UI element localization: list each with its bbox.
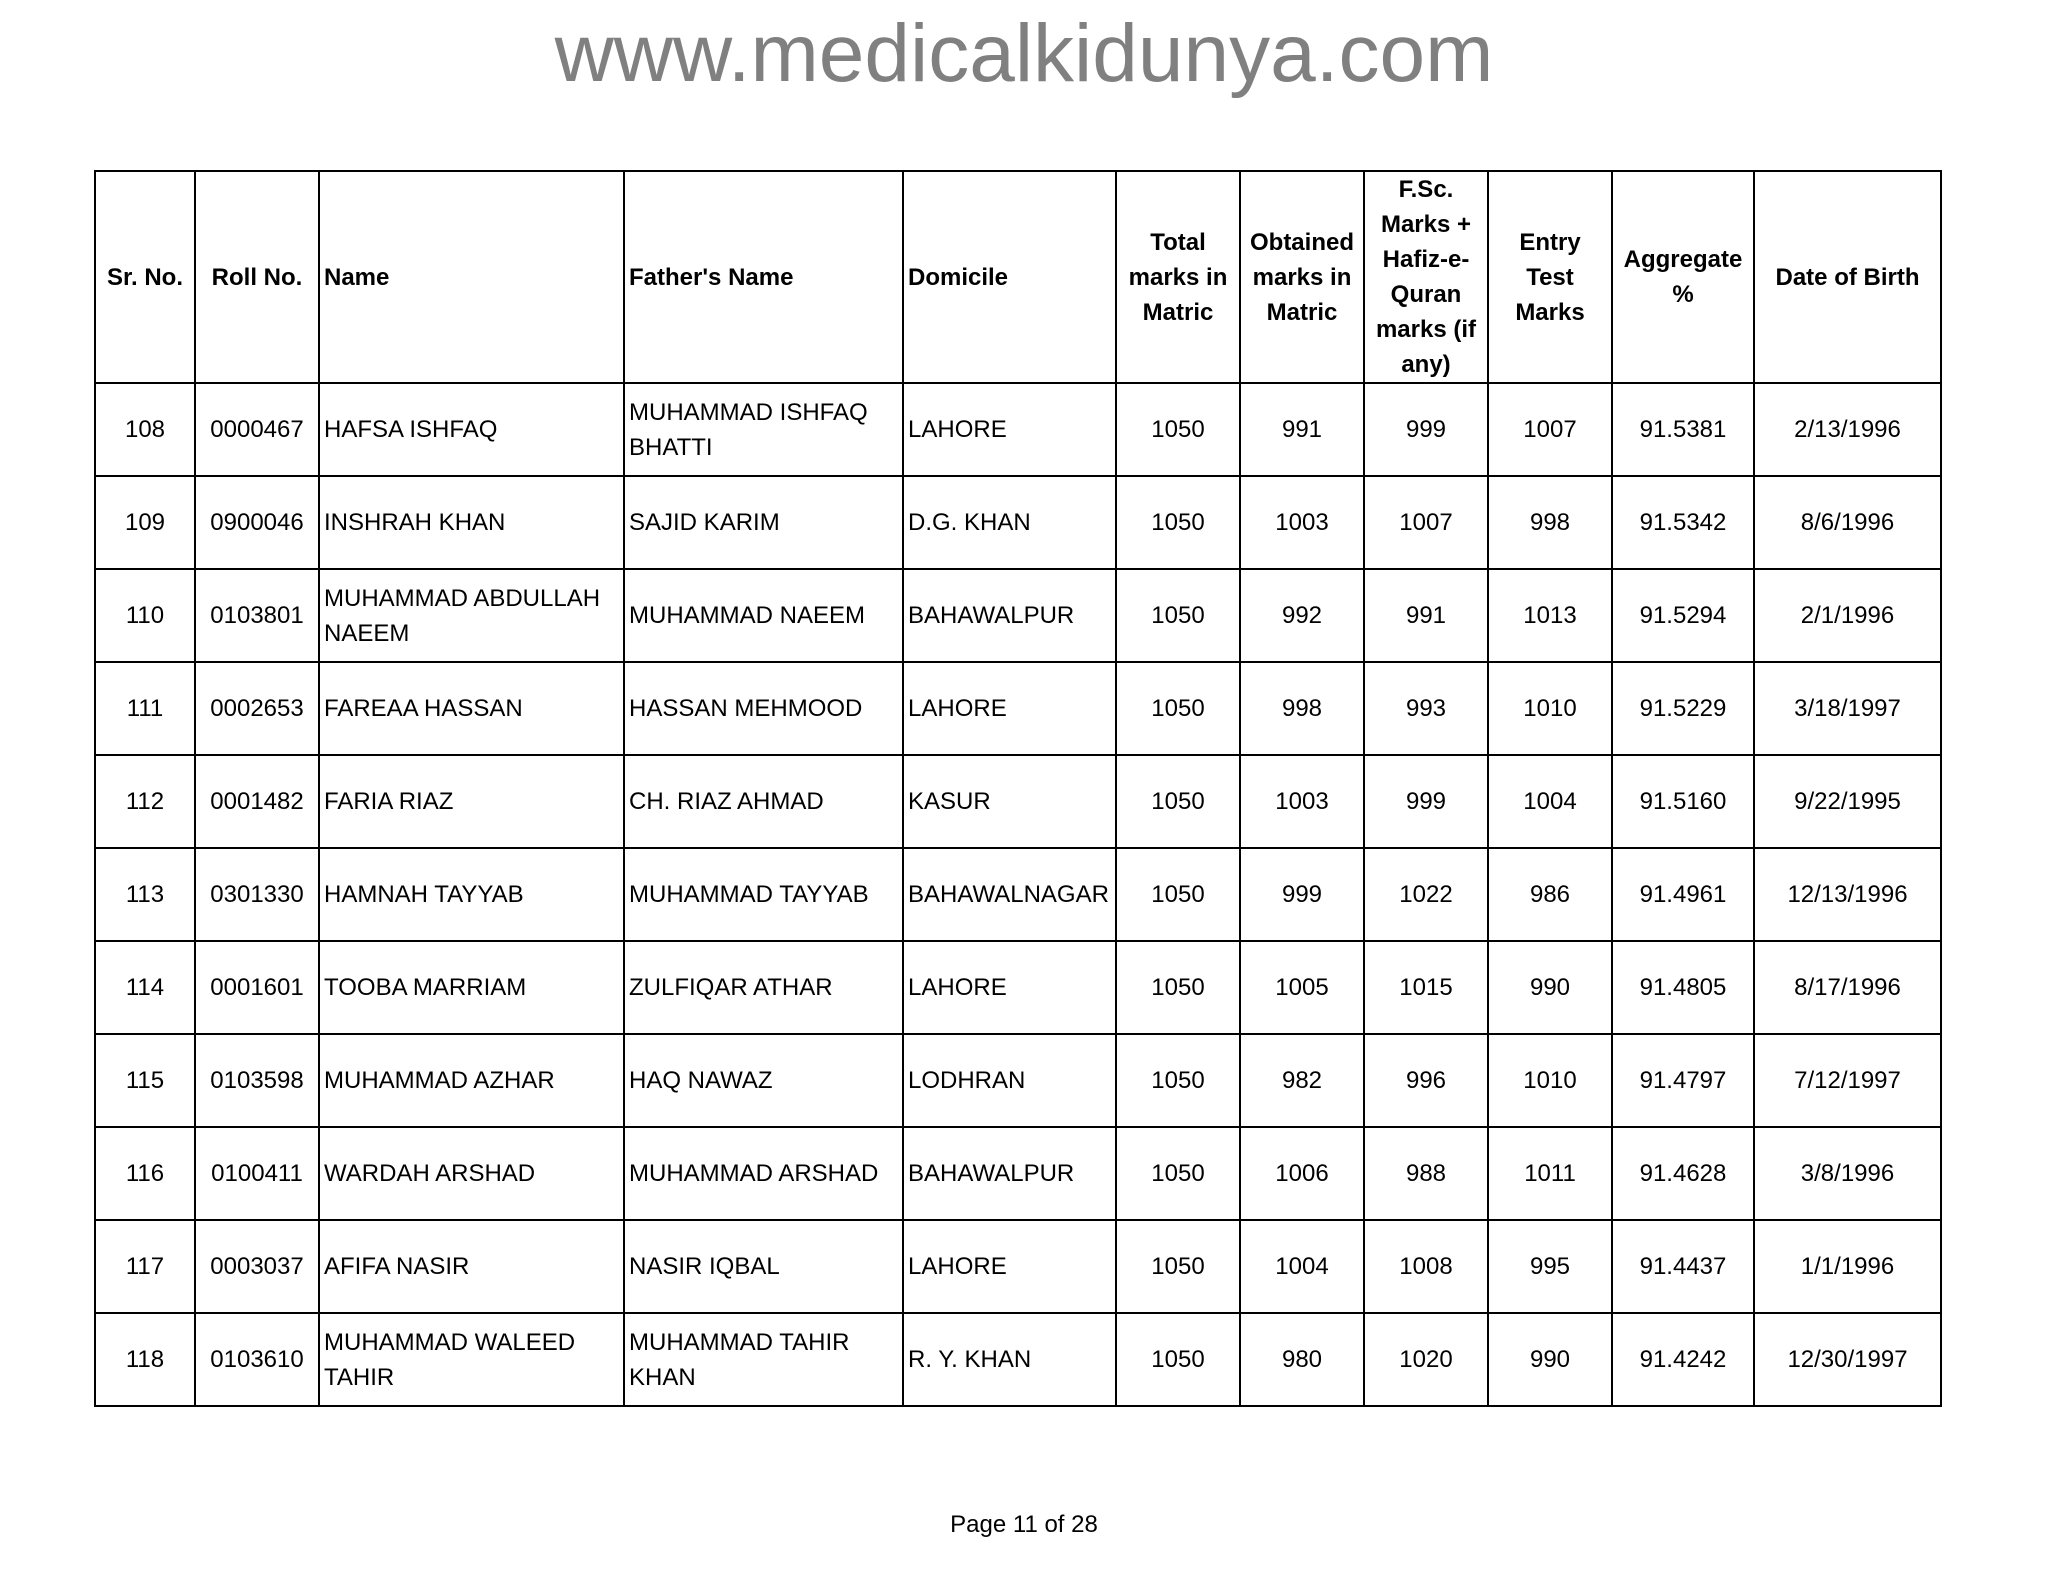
cell-aggregate: 91.4797 (1612, 1034, 1754, 1127)
cell-date-of-birth: 3/8/1996 (1754, 1127, 1941, 1220)
cell-name: AFIFA NASIR (319, 1220, 624, 1313)
cell-domicile: LAHORE (903, 383, 1116, 476)
cell-name: INSHRAH KHAN (319, 476, 624, 569)
cell-entry-test: 986 (1488, 848, 1612, 941)
cell-roll-no: 0001601 (195, 941, 319, 1034)
table-row (95, 476, 1941, 569)
cell-total-matric: 1050 (1116, 662, 1240, 755)
header-sr-no: Sr. No. (95, 171, 195, 383)
cell-aggregate: 91.4961 (1612, 848, 1754, 941)
cell-date-of-birth: 9/22/1995 (1754, 755, 1941, 848)
cell-obtained-matric: 980 (1240, 1313, 1364, 1406)
cell-name: FAREAA HASSAN (319, 662, 624, 755)
cell-roll-no: 0000467 (195, 383, 319, 476)
cell-date-of-birth: 7/12/1997 (1754, 1034, 1941, 1127)
cell-aggregate: 91.5381 (1612, 383, 1754, 476)
cell-fsc-hafiz: 999 (1364, 755, 1488, 848)
cell-sr-no: 110 (95, 569, 195, 662)
cell-entry-test: 1007 (1488, 383, 1612, 476)
cell-total-matric: 1050 (1116, 848, 1240, 941)
table-row (95, 1127, 1941, 1220)
cell-obtained-matric: 1006 (1240, 1127, 1364, 1220)
cell-date-of-birth: 8/6/1996 (1754, 476, 1941, 569)
cell-entry-test: 1011 (1488, 1127, 1612, 1220)
table-row (95, 1313, 1941, 1406)
cell-date-of-birth: 12/13/1996 (1754, 848, 1941, 941)
cell-father-name: MUHAMMAD TAHIR KHAN (624, 1313, 903, 1406)
cell-total-matric: 1050 (1116, 383, 1240, 476)
header-father-name: Father's Name (624, 171, 903, 383)
cell-roll-no: 0103598 (195, 1034, 319, 1127)
cell-sr-no: 118 (95, 1313, 195, 1406)
cell-name: FARIA RIAZ (319, 755, 624, 848)
header-domicile: Domicile (903, 171, 1116, 383)
cell-entry-test: 1010 (1488, 1034, 1612, 1127)
cell-entry-test: 1004 (1488, 755, 1612, 848)
cell-father-name: HAQ NAWAZ (624, 1034, 903, 1127)
cell-total-matric: 1050 (1116, 1034, 1240, 1127)
cell-date-of-birth: 3/18/1997 (1754, 662, 1941, 755)
cell-aggregate: 91.5342 (1612, 476, 1754, 569)
cell-sr-no: 117 (95, 1220, 195, 1313)
cell-fsc-hafiz: 1015 (1364, 941, 1488, 1034)
cell-domicile: D.G. KHAN (903, 476, 1116, 569)
cell-sr-no: 112 (95, 755, 195, 848)
cell-father-name: MUHAMMAD NAEEM (624, 569, 903, 662)
cell-domicile: BAHAWALNAGAR (903, 848, 1116, 941)
cell-aggregate: 91.4242 (1612, 1313, 1754, 1406)
header-entry-test: Entry Test Marks (1488, 171, 1612, 383)
cell-sr-no: 114 (95, 941, 195, 1034)
cell-roll-no: 0001482 (195, 755, 319, 848)
cell-roll-no: 0002653 (195, 662, 319, 755)
cell-roll-no: 0003037 (195, 1220, 319, 1313)
cell-sr-no: 116 (95, 1127, 195, 1220)
cell-name: TOOBA MARRIAM (319, 941, 624, 1034)
merit-list-table (94, 170, 1942, 1407)
cell-father-name: ZULFIQAR ATHAR (624, 941, 903, 1034)
cell-roll-no: 0301330 (195, 848, 319, 941)
cell-father-name: SAJID KARIM (624, 476, 903, 569)
cell-sr-no: 113 (95, 848, 195, 941)
cell-fsc-hafiz: 1020 (1364, 1313, 1488, 1406)
cell-entry-test: 990 (1488, 941, 1612, 1034)
cell-sr-no: 111 (95, 662, 195, 755)
cell-father-name: NASIR IQBAL (624, 1220, 903, 1313)
cell-total-matric: 1050 (1116, 1313, 1240, 1406)
table-row (95, 383, 1941, 476)
cell-sr-no: 108 (95, 383, 195, 476)
cell-fsc-hafiz: 996 (1364, 1034, 1488, 1127)
cell-obtained-matric: 1004 (1240, 1220, 1364, 1313)
cell-entry-test: 995 (1488, 1220, 1612, 1313)
cell-father-name: MUHAMMAD ARSHAD (624, 1127, 903, 1220)
cell-name: MUHAMMAD ABDULLAH NAEEM (319, 569, 624, 662)
cell-father-name: MUHAMMAD TAYYAB (624, 848, 903, 941)
cell-roll-no: 0103801 (195, 569, 319, 662)
cell-entry-test: 998 (1488, 476, 1612, 569)
website-watermark: www.medicalkidunya.com (554, 8, 1494, 99)
header-roll-no: Roll No. (195, 171, 319, 383)
table-row (95, 941, 1941, 1034)
cell-obtained-matric: 982 (1240, 1034, 1364, 1127)
cell-aggregate: 91.4437 (1612, 1220, 1754, 1313)
cell-sr-no: 115 (95, 1034, 195, 1127)
cell-total-matric: 1050 (1116, 569, 1240, 662)
cell-domicile: BAHAWALPUR (903, 1127, 1116, 1220)
cell-name: HAMNAH TAYYAB (319, 848, 624, 941)
cell-total-matric: 1050 (1116, 1127, 1240, 1220)
header-row (95, 171, 1941, 383)
cell-obtained-matric: 999 (1240, 848, 1364, 941)
cell-total-matric: 1050 (1116, 476, 1240, 569)
cell-obtained-matric: 1005 (1240, 941, 1364, 1034)
header-fsc-hafiz: F.Sc. Marks + Hafiz-e-Quran marks (if any) (1364, 171, 1488, 383)
cell-date-of-birth: 2/1/1996 (1754, 569, 1941, 662)
table-row (95, 662, 1941, 755)
header-date-of-birth: Date of Birth (1754, 171, 1941, 383)
cell-domicile: KASUR (903, 755, 1116, 848)
table-row (95, 569, 1941, 662)
cell-date-of-birth: 8/17/1996 (1754, 941, 1941, 1034)
cell-roll-no: 0100411 (195, 1127, 319, 1220)
cell-roll-no: 0103610 (195, 1313, 319, 1406)
header-total-matric: Total marks in Matric (1116, 171, 1240, 383)
cell-fsc-hafiz: 993 (1364, 662, 1488, 755)
cell-entry-test: 1013 (1488, 569, 1612, 662)
cell-sr-no: 109 (95, 476, 195, 569)
page-number: Page 11 of 28 (950, 1511, 1098, 1538)
table-row (95, 848, 1941, 941)
cell-domicile: BAHAWALPUR (903, 569, 1116, 662)
cell-domicile: LAHORE (903, 662, 1116, 755)
cell-fsc-hafiz: 1007 (1364, 476, 1488, 569)
cell-obtained-matric: 992 (1240, 569, 1364, 662)
cell-domicile: LAHORE (903, 1220, 1116, 1313)
cell-obtained-matric: 991 (1240, 383, 1364, 476)
cell-fsc-hafiz: 988 (1364, 1127, 1488, 1220)
cell-obtained-matric: 998 (1240, 662, 1364, 755)
header-obtained-matric: Obtained marks in Matric (1240, 171, 1364, 383)
cell-total-matric: 1050 (1116, 755, 1240, 848)
cell-total-matric: 1050 (1116, 1220, 1240, 1313)
header-aggregate: Aggregate % (1612, 171, 1754, 383)
cell-name: HAFSA ISHFAQ (319, 383, 624, 476)
table-row (95, 1034, 1941, 1127)
cell-domicile: R. Y. KHAN (903, 1313, 1116, 1406)
cell-fsc-hafiz: 999 (1364, 383, 1488, 476)
cell-entry-test: 1010 (1488, 662, 1612, 755)
cell-name: MUHAMMAD AZHAR (319, 1034, 624, 1127)
cell-fsc-hafiz: 1022 (1364, 848, 1488, 941)
cell-date-of-birth: 12/30/1997 (1754, 1313, 1941, 1406)
header-name: Name (319, 171, 624, 383)
cell-domicile: LODHRAN (903, 1034, 1116, 1127)
cell-name: WARDAH ARSHAD (319, 1127, 624, 1220)
cell-roll-no: 0900046 (195, 476, 319, 569)
cell-aggregate: 91.4805 (1612, 941, 1754, 1034)
cell-father-name: CH. RIAZ AHMAD (624, 755, 903, 848)
cell-obtained-matric: 1003 (1240, 755, 1364, 848)
table-row (95, 755, 1941, 848)
cell-fsc-hafiz: 991 (1364, 569, 1488, 662)
merit-table-body (95, 383, 1941, 1406)
cell-aggregate: 91.5160 (1612, 755, 1754, 848)
cell-father-name: MUHAMMAD ISHFAQ BHATTI (624, 383, 903, 476)
cell-date-of-birth: 1/1/1996 (1754, 1220, 1941, 1313)
cell-obtained-matric: 1003 (1240, 476, 1364, 569)
cell-name: MUHAMMAD WALEED TAHIR (319, 1313, 624, 1406)
cell-entry-test: 990 (1488, 1313, 1612, 1406)
table-row (95, 1220, 1941, 1313)
cell-aggregate: 91.4628 (1612, 1127, 1754, 1220)
cell-aggregate: 91.5229 (1612, 662, 1754, 755)
cell-date-of-birth: 2/13/1996 (1754, 383, 1941, 476)
cell-domicile: LAHORE (903, 941, 1116, 1034)
cell-father-name: HASSAN MEHMOOD (624, 662, 903, 755)
cell-total-matric: 1050 (1116, 941, 1240, 1034)
cell-aggregate: 91.5294 (1612, 569, 1754, 662)
cell-fsc-hafiz: 1008 (1364, 1220, 1488, 1313)
